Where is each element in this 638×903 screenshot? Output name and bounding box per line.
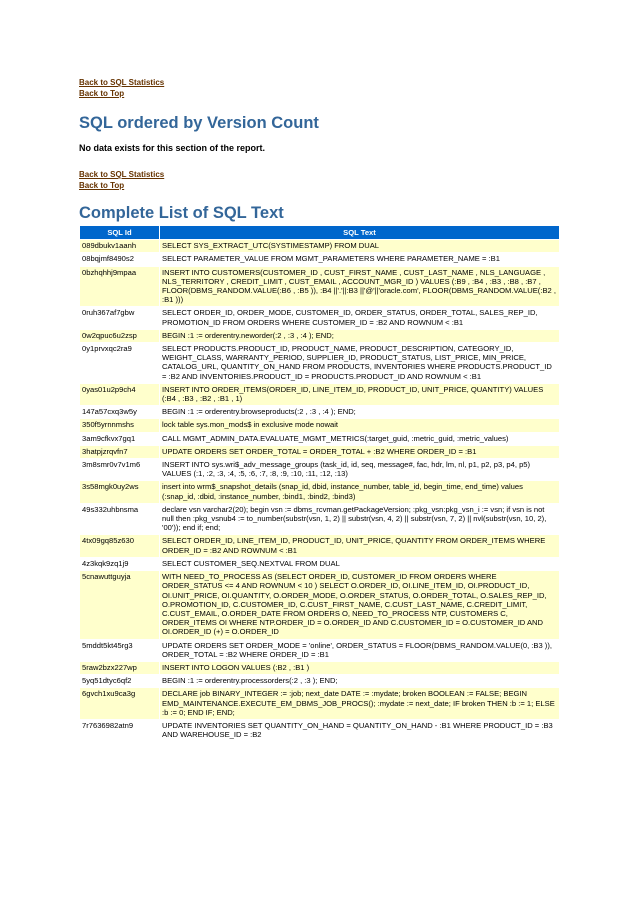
sql-id-cell: 4tx09gq85z630 xyxy=(80,535,160,557)
back-to-top-link[interactable]: Back to Top xyxy=(79,89,125,98)
sql-text-cell: SELECT ORDER_ID, ORDER_MODE, CUSTOMER_ID, ORDER_STATUS, ORDER_TOTAL, SALES_REP_ID, PROMOTION_ID FROM ORDERS WHERE CUSTOMER_ID = :B2 AND ROWNUM < :B1 xyxy=(160,307,560,329)
table-row xyxy=(80,719,560,741)
sql-text-cell: DECLARE job BINARY_INTEGER := :job; next_date DATE := :mydate; broken BOOLEAN := FALSE; BEGIN EMD_MAINTENANCE.EXECUTE_EM_DBMS_JOB_PROCS(); :mydate := next_date; IF broken THEN :b := 1; ELSE :b := 0; END IF; END; xyxy=(160,688,560,720)
table-row xyxy=(80,432,560,445)
sql-text-cell: declare vsn varchar2(20); begin vsn := dbms_rcvman.getPackageVersion; :pkg_vsn:pkg_vsn_i := vsn; if vsn is not null then :pkg_vsnub4 := to_number(substr(vsn, 1, 2) || substr(vsn, 4, 2) || substr(vsn, 7, 2) || nvl(substr(vsn, 10, 2), '00')); end if; end; xyxy=(160,503,560,535)
sql-id-cell: 0ruh367af7gbw xyxy=(80,307,160,329)
sql-id-cell: 3m8smr0v7v1m6 xyxy=(80,459,160,481)
table-row xyxy=(80,383,560,405)
sql-text-cell: SELECT PARAMETER_VALUE FROM MGMT_PARAMETERS WHERE PARAMETER_NAME = :B1 xyxy=(160,253,560,266)
sql-text-cell: UPDATE ORDERS SET ORDER_MODE = 'online', ORDER_STATUS = FLOOR(DBMS_RANDOM.VALUE(0, :B3 )), ORDER_TOTAL = :B2 WHERE ORDER_ID = :B1 xyxy=(160,639,560,661)
table-row xyxy=(80,329,560,342)
sql-id-cell: 5yq51dtyc6qf2 xyxy=(80,675,160,688)
sql-text-cell: SELECT CUSTOMER_SEQ.NEXTVAL FROM DUAL xyxy=(160,557,560,570)
sql-text-cell: BEGIN :1 := orderentry.neworder(:2 , :3 , :4 ); END; xyxy=(160,329,560,342)
sql-id-cell: 6gvch1xu9ca3g xyxy=(80,688,160,720)
sql-text-cell: UPDATE INVENTORIES SET QUANTITY_ON_HAND = QUANTITY_ON_HAND - :B1 WHERE PRODUCT_ID = :B3 AND WAREHOUSE_ID = :B2 xyxy=(160,719,560,741)
sql-text-cell: INSERT INTO sys.wri$_adv_message_groups (task_id, id, seq, message#, fac, hdr, lm, nl, p1, p2, p3, p4, p5) VALUES (:1, :2, :3, :4, :5, :6, :7, :8, :9, :10, :11, :12, :13) xyxy=(160,459,560,481)
sql-id-cell: 5raw2bzx227wp xyxy=(80,661,160,674)
back-to-top-link-2[interactable]: Back to Top xyxy=(79,181,125,190)
sql-id-cell: 3hatpjzrqvfn7 xyxy=(80,445,160,458)
sql-rows xyxy=(80,240,560,742)
no-data-message: No data exists for this section of the report. xyxy=(79,143,266,153)
table-row xyxy=(80,459,560,481)
sql-text-cell: INSERT INTO CUSTOMERS(CUSTOMER_ID , CUST_FIRST_NAME , CUST_LAST_NAME , NLS_LANGUAGE , NLS_TERRITORY , CREDIT_LIMIT , CUST_EMAIL , ACCOUNT_MGR_ID ) VALUES (:B9 , :B4 , :B3 , :B8 , :B7 , FLOOR(DBMS_RANDOM.VALUE(:B6 , :B5 )), :B4 ||'.'||:B3 ||'@'||'oracle.com', FLOOR(DBMS_RANDOM.VALUE(:B2 , :B1 ))) xyxy=(160,266,560,307)
report-page xyxy=(79,77,559,742)
sql-id-cell: 350f5yrnnmshs xyxy=(80,419,160,432)
table-header-row xyxy=(80,226,560,240)
sql-text-table xyxy=(79,225,560,742)
table-row xyxy=(80,503,560,535)
table-row xyxy=(80,571,560,639)
sql-id-cell: 49s332uhbnsma xyxy=(80,503,160,535)
table-row xyxy=(80,661,560,674)
sql-text-cell: BEGIN :1 := orderentry.processorders(:2 , :3 ); END; xyxy=(160,675,560,688)
sql-id-cell: 4z3kqk9zq1j9 xyxy=(80,557,160,570)
sql-id-cell: 0yas01u2p9ch4 xyxy=(80,383,160,405)
sql-text-cell: INSERT INTO LOGON VALUES (:B2 , :B1 ) xyxy=(160,661,560,674)
sql-text-cell: insert into wrm$_snapshot_details (snap_id, dbid, instance_number, table_id, begin_time, end_time) values (:snap_id, :dbid, :instance_number, :bind1, :bind2, :bind3) xyxy=(160,481,560,503)
version-count-title: SQL ordered by Version Count xyxy=(79,114,319,132)
sql-id-cell: 0w2qpuc6u2zsp xyxy=(80,329,160,342)
table-row xyxy=(80,688,560,720)
sql-id-cell: 147a57cxq3w5y xyxy=(80,406,160,419)
table-row xyxy=(80,535,560,557)
table-row xyxy=(80,307,560,329)
sql-id-cell: 5mddt5kt45rg3 xyxy=(80,639,160,661)
sql-id-cell: 3am9cfkvx7gq1 xyxy=(80,432,160,445)
sql-text-cell: SELECT SYS_EXTRACT_UTC(SYSTIMESTAMP) FROM DUAL xyxy=(160,240,560,253)
header-sql-id: SQL Id xyxy=(80,226,160,240)
table-row xyxy=(80,445,560,458)
header-sql-text: SQL Text xyxy=(160,226,560,240)
sql-id-cell: 3s58mgk0uy2ws xyxy=(80,481,160,503)
table-row xyxy=(80,419,560,432)
table-row xyxy=(80,481,560,503)
back-to-sql-statistics-link-2[interactable]: Back to SQL Statistics xyxy=(79,170,165,179)
sql-text-cell: UPDATE ORDERS SET ORDER_TOTAL = ORDER_TOTAL + :B2 WHERE ORDER_ID = :B1 xyxy=(160,445,560,458)
table-row xyxy=(80,343,560,384)
table-row xyxy=(80,266,560,307)
sql-text-cell: SELECT PRODUCTS.PRODUCT_ID, PRODUCT_NAME, PRODUCT_DESCRIPTION, CATEGORY_ID, WEIGHT_CLASS, WARRANTY_PERIOD, SUPPLIER_ID, PRODUCT_STATUS, LIST_PRICE, MIN_PRICE, CATALOG_URL, QUANTITY_ON_HAND FROM PRODUCTS, INVENTORIES WHERE PRODUCTS.PRODUCT_ID = :B2 AND INVENTORIES.PRODUCT_ID = PRODUCTS.PRODUCT_ID AND ROWNUM < :B1 xyxy=(160,343,560,384)
table-row xyxy=(80,406,560,419)
table-row xyxy=(80,240,560,253)
sql-text-cell: CALL MGMT_ADMIN_DATA.EVALUATE_MGMT_METRICS(:target_guid, :metric_guid, :metric_values) xyxy=(160,432,560,445)
table-row xyxy=(80,675,560,688)
table-row xyxy=(80,639,560,661)
sql-text-cell: lock table sys.mon_mods$ in exclusive mode nowait xyxy=(160,419,560,432)
sql-id-cell: 7r7636982atn9 xyxy=(80,719,160,741)
sql-text-cell: BEGIN :1 := orderentry.browseproducts(:2 , :3 , :4 ); END; xyxy=(160,406,560,419)
sql-id-cell: 5cnawuttguyja xyxy=(80,571,160,639)
sql-id-cell: 08bqjmf8490s2 xyxy=(80,253,160,266)
sql-text-cell: INSERT INTO ORDER_ITEMS(ORDER_ID, LINE_ITEM_ID, PRODUCT_ID, UNIT_PRICE, QUANTITY) VALUES (:B4 , :B3 , :B2 , :B1 , 1) xyxy=(160,383,560,405)
sql-text-list-title: Complete List of SQL Text xyxy=(79,204,284,222)
sql-id-cell: 0bzhqhhj9mpaa xyxy=(80,266,160,307)
back-to-sql-statistics-link[interactable]: Back to SQL Statistics xyxy=(79,78,165,87)
sql-id-cell: 0y1prvxqc2ra9 xyxy=(80,343,160,384)
table-row xyxy=(80,253,560,266)
sql-text-cell: SELECT ORDER_ID, LINE_ITEM_ID, PRODUCT_ID, UNIT_PRICE, QUANTITY FROM ORDER_ITEMS WHERE ORDER_ID = :B2 AND ROWNUM < :B1 xyxy=(160,535,560,557)
sql-text-cell: WITH NEED_TO_PROCESS AS (SELECT ORDER_ID, CUSTOMER_ID FROM ORDERS WHERE ORDER_STATUS <= 4 AND ROWNUM < 10 ) SELECT O.ORDER_ID, OI.LINE_ITEM_ID, OI.PRODUCT_ID, OI.UNIT_PRICE, OI.QUANTITY, O.ORDER_MODE, O.ORDER_STATUS, O.ORDER_TOTAL, O.SALES_REP_ID, O.PROMOTION_ID, C.CUSTOMER_ID, C.CUST_FIRST_NAME, C.CUST_LAST_NAME, C.CREDIT_LIMIT, C.CUST_EMAIL, O.ORDER_DATE FROM ORDERS O, NEED_TO_PROCESS NTP, CUSTOMERS C, ORDER_ITEMS OI WHERE NTP.ORDER_ID = O.ORDER_ID AND C.CUSTOMER_ID = O.CUSTOMER_ID AND OI.ORDER_ID (+) = O.ORDER_ID xyxy=(160,571,560,639)
sql-id-cell: 089dbukv1aanh xyxy=(80,240,160,253)
section-links xyxy=(79,169,559,191)
table-row xyxy=(80,557,560,570)
